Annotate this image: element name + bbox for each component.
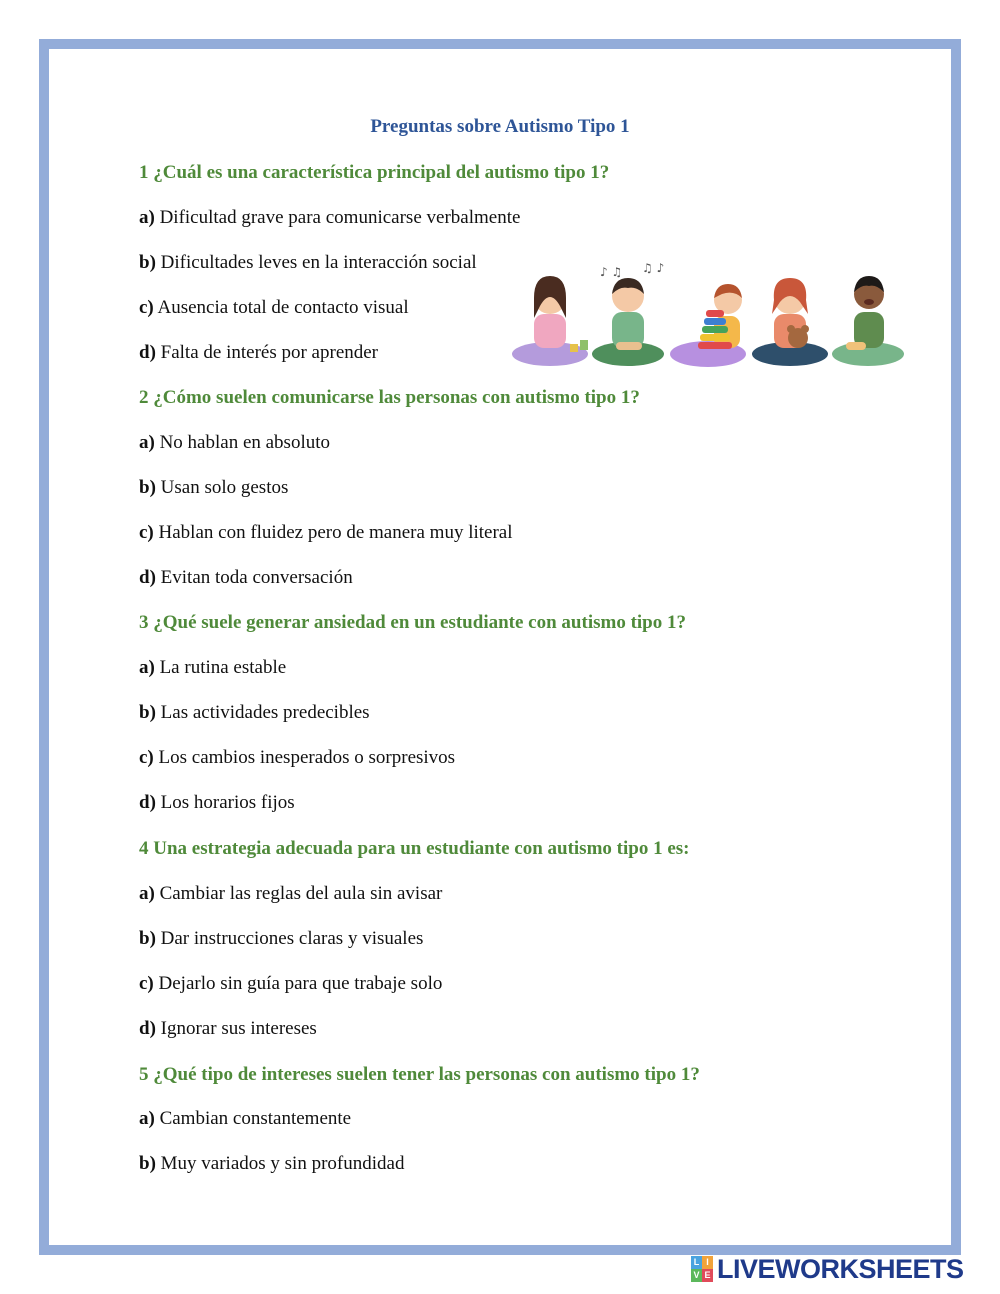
question-2-option-c[interactable]: c) Hablan con fluidez pero de manera muy literal: [139, 522, 513, 543]
question-1-option-c[interactable]: c) Ausencia total de contacto visual: [139, 297, 409, 318]
question-3-option-d[interactable]: d) Los horarios fijos: [139, 792, 295, 813]
child-5-figure: [832, 276, 904, 366]
question-1: 1 ¿Cuál es una característica principal del autismo tipo 1?: [139, 162, 610, 183]
question-1-option-d[interactable]: d) Falta de interés por aprender: [139, 342, 379, 363]
question-1-option-b[interactable]: b) Dificultades leves en la interacción social: [139, 252, 477, 273]
question-2-option-b[interactable]: b) Usan solo gestos: [139, 477, 289, 498]
svg-text:♫ ♪: ♫ ♪: [642, 261, 665, 275]
question-3-option-b[interactable]: b) Las actividades predecibles: [139, 702, 370, 723]
children-playing-illustration: [508, 258, 908, 374]
child-2-figure: [592, 261, 664, 366]
question-4: 4 Una estrategia adecuada para un estudiante con autismo tipo 1 es:: [139, 838, 690, 859]
question-2-option-a[interactable]: a) No hablan en absoluto: [139, 432, 331, 453]
document-title: Preguntas sobre Autismo Tipo 1: [370, 116, 630, 137]
question-5-option-b[interactable]: b) Muy variados y sin profundidad: [139, 1153, 405, 1174]
question-3-option-c[interactable]: c) Los cambios inesperados o sorpresivos: [139, 747, 456, 768]
liveworksheets-logo[interactable]: [691, 1252, 964, 1286]
liveworksheets-wordmark: LIVEWORKSHEETS: [717, 1253, 964, 1284]
child-3-figure: [670, 284, 746, 367]
question-1-option-a[interactable]: a) Dificultad grave para comunicarse verbalmente: [139, 207, 521, 228]
question-3: 3 ¿Qué suele generar ansiedad en un estudiante con autismo tipo 1?: [139, 612, 686, 633]
question-5: 5 ¿Qué tipo de intereses suelen tener las personas con autismo tipo 1?: [139, 1064, 700, 1085]
question-5-option-a[interactable]: a) Cambian constantemente: [139, 1108, 352, 1129]
question-3-option-a[interactable]: a) La rutina estable: [139, 657, 287, 678]
question-2-option-d[interactable]: d) Evitan toda conversación: [139, 567, 353, 588]
svg-text:♪ ♫: ♪ ♫: [600, 265, 623, 279]
question-4-option-c[interactable]: c) Dejarlo sin guía para que trabaje solo: [139, 973, 443, 994]
child-1-figure: [512, 276, 588, 366]
question-4-option-a[interactable]: a) Cambiar las reglas del aula sin avisar: [139, 883, 443, 904]
liveworksheets-logo-icon: L I V E: [691, 1256, 713, 1282]
question-4-option-d[interactable]: d) Ignorar sus intereses: [139, 1018, 317, 1039]
question-2: 2 ¿Cómo suelen comunicarse las personas con autismo tipo 1?: [139, 387, 640, 408]
child-4-figure: [752, 278, 828, 366]
question-4-option-b[interactable]: b) Dar instrucciones claras y visuales: [139, 928, 424, 949]
